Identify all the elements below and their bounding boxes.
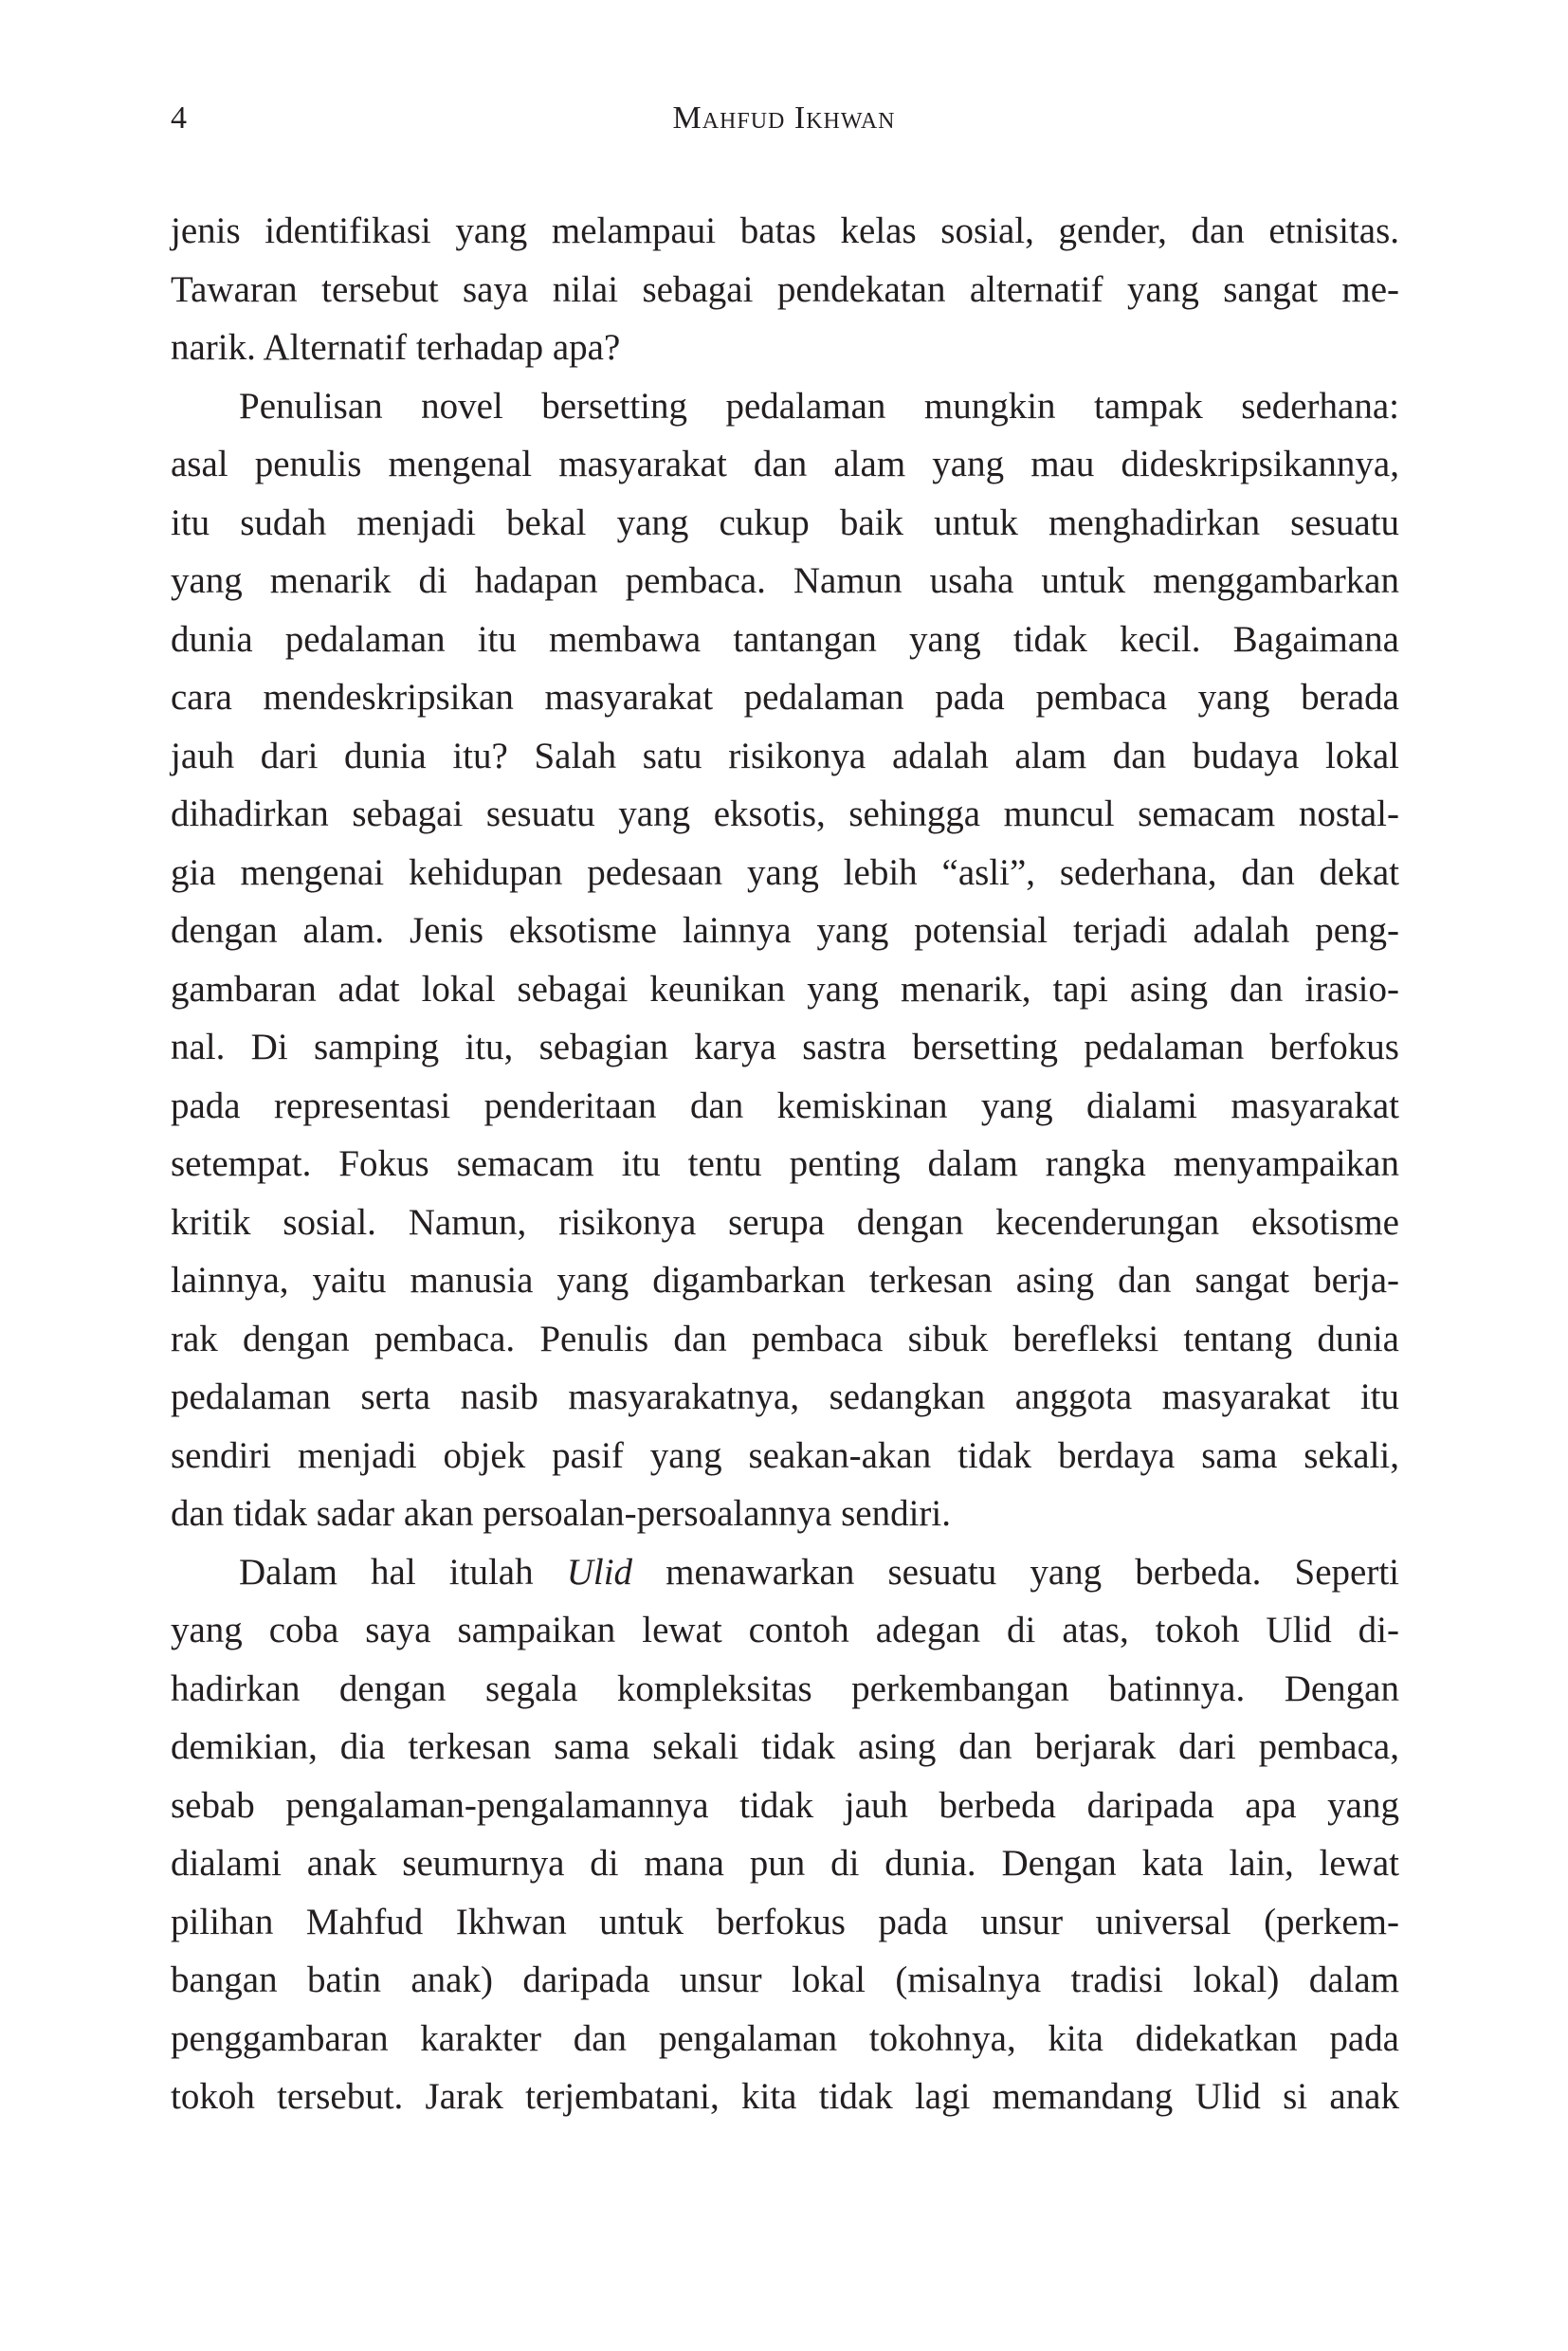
page-number: 4 xyxy=(171,100,187,136)
paragraph-1 xyxy=(171,202,1399,377)
running-head: Mahfud Ikhwan xyxy=(672,100,896,136)
paragraph-3 xyxy=(171,1543,1399,2126)
text-line: tokoh tersebut. Jarak terjembatani, kita tidak lagi memandang Ulid si anak xyxy=(171,2076,1399,2117)
text-line: gia mengenai kehidupan pedesaan yang lebih “asli”, sederhana, dan dekat xyxy=(171,851,1399,893)
text-line: penggambaran karakter dan pengalaman tokohnya, kita didekatkan pada xyxy=(171,2017,1399,2059)
text-line xyxy=(171,1543,1399,1602)
paragraph-2 xyxy=(171,377,1399,1543)
text-line: dialami anak seumurnya di mana pun di dunia. Dengan kata lain, lewat xyxy=(171,1843,1399,1884)
text-line: yang coba saya sampaikan lewat contoh adegan di atas, tokoh Ulid di- xyxy=(171,1610,1399,1650)
text-line: rak dengan pembaca. Penulis dan pembaca sibuk berefleksi tentang dunia xyxy=(171,1318,1399,1359)
book-title: Ulid xyxy=(566,1551,633,1593)
text-line: pada representasi penderitaan dan kemiskinan yang dialami masyarakat xyxy=(171,1084,1399,1126)
text-line: itu sudah menjadi bekal yang cukup baik untuk menghadirkan sesuatu xyxy=(171,501,1399,543)
text-line: cara mendeskripsikan masyarakat pedalaman pada pembaca yang berada xyxy=(171,677,1399,718)
text-line: jenis identifikasi yang melampaui batas kelas sosial, gender, dan etnisitas. xyxy=(171,210,1399,251)
text-line: jauh dari dunia itu? Salah satu risikonya adalah alam dan budaya lokal xyxy=(171,735,1399,776)
text-line: narik. Alternatif terhadap apa? xyxy=(171,327,621,368)
text-line: dengan alam. Jenis eksotisme lainnya yang potensial terjadi adalah peng- xyxy=(171,910,1399,951)
text-line: asal penulis mengenal masyarakat dan alam yang mau dideskripsikannya, xyxy=(171,444,1399,484)
text-line: bangan batin anak) daripada unsur lokal (misalnya tradisi lokal) dalam xyxy=(171,1959,1399,2000)
body-text xyxy=(171,202,1399,2126)
text-line: dan tidak sadar akan persoalan-persoalannya sendiri. xyxy=(171,1493,951,1534)
text-fragment: menawarkan sesuatu yang berbeda. Seperti xyxy=(632,1551,1399,1593)
text-line: demikian, dia terkesan sama sekali tidak asing dan berjarak dari pembaca, xyxy=(171,1726,1399,1767)
text-line: sebab pengalaman-pengalamannya tidak jauh berbeda daripada apa yang xyxy=(171,1784,1399,1826)
text-line: hadirkan dengan segala kompleksitas perkembangan batinnya. Dengan xyxy=(171,1668,1399,1709)
text-line: gambaran adat lokal sebagai keunikan yang menarik, tapi asing dan irasio- xyxy=(171,968,1399,1010)
text-line: dihadirkan sebagai sesuatu yang eksotis, sehingga muncul semacam nostal- xyxy=(171,793,1399,834)
text-line: sendiri menjadi objek pasif yang seakan-akan tidak berdaya sama sekali, xyxy=(171,1434,1399,1476)
text-line: Penulisan novel bersetting pedalaman mungkin tampak sederhana: xyxy=(239,385,1399,427)
text-line: lainnya, yaitu manusia yang digambarkan terkesan asing dan sangat berja- xyxy=(171,1260,1399,1301)
text-line: Tawaran tersebut saya nilai sebagai pendekatan alternatif yang sangat me- xyxy=(171,268,1399,310)
text-line: pilihan Mahfud Ikhwan untuk berfokus pada unsur universal (perkem- xyxy=(171,1901,1399,1942)
text-line: kritik sosial. Namun, risikonya serupa dengan kecenderungan eksotisme xyxy=(171,1201,1399,1243)
text-line: dunia pedalaman itu membawa tantangan yang tidak kecil. Bagaimana xyxy=(171,618,1399,660)
text-fragment: Dalam hal itulah xyxy=(239,1551,567,1593)
text-line: yang menarik di hadapan pembaca. Namun usaha untuk menggambarkan xyxy=(171,560,1399,601)
text-line: pedalaman serta nasib masyarakatnya, sedangkan anggota masyarakat itu xyxy=(171,1376,1399,1417)
text-line: nal. Di samping itu, sebagian karya sastra bersetting pedalaman berfokus xyxy=(171,1027,1399,1067)
text-line: setempat. Fokus semacam itu tentu penting dalam rangka menyampaikan xyxy=(171,1143,1399,1184)
